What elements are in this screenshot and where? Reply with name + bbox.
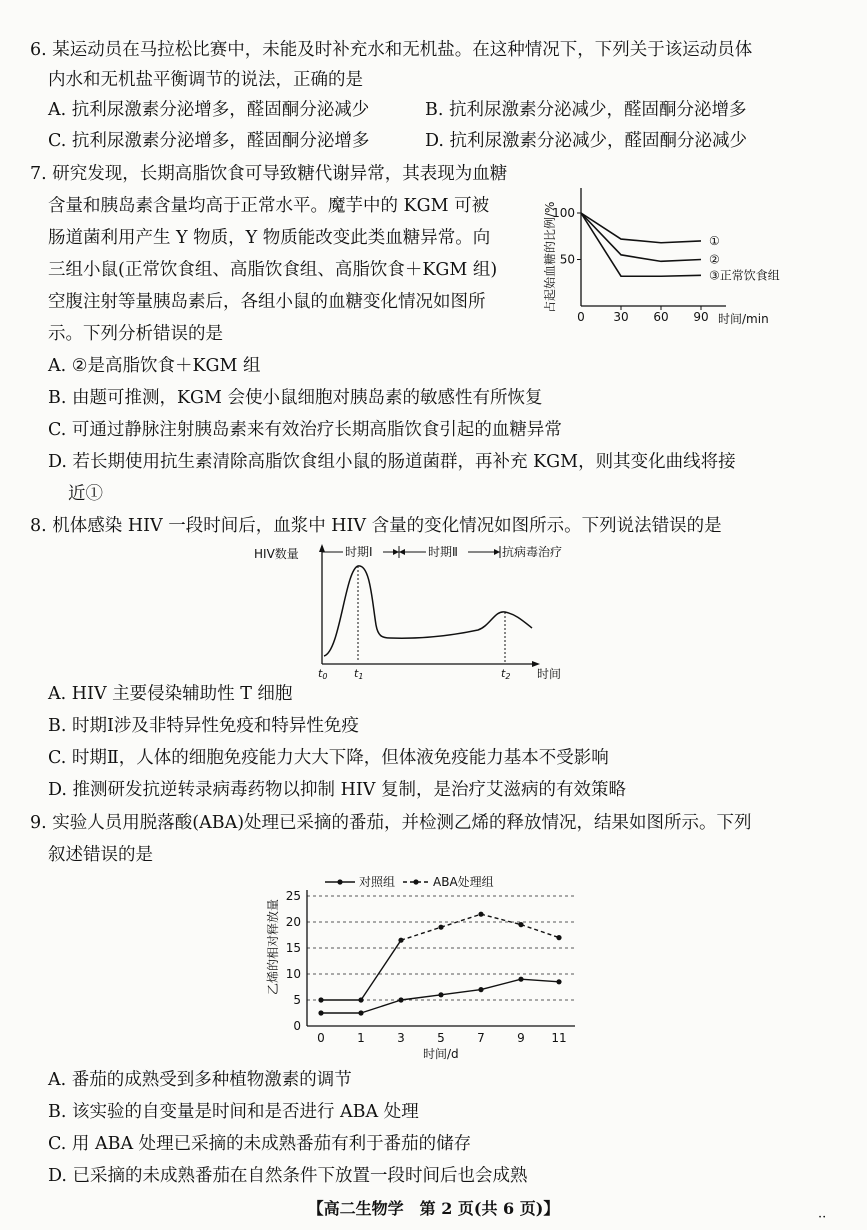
- chart8-period1: 时期Ⅰ: [345, 545, 373, 559]
- chart9-xtick-label: 3: [397, 1031, 405, 1045]
- chart9-legend-marker-1: [337, 879, 342, 884]
- chart9-series-segment-2: [441, 990, 481, 995]
- chart9-point-1: [478, 912, 483, 917]
- chart7-xtick-label: 0: [577, 310, 585, 324]
- chart8-ylabel: HIV数量: [254, 547, 299, 561]
- chart9-legend-label-2: ABA处理组: [433, 875, 494, 889]
- chart-ethylene: [255, 870, 605, 1060]
- chart9-point-1: [318, 997, 323, 1002]
- q9-stem-line2: 叙述错误的是: [48, 845, 153, 865]
- chart8-period2: 时期Ⅱ: [428, 545, 458, 559]
- chart7-series-line-3: [581, 213, 701, 276]
- svg-text:t2: [501, 667, 510, 680]
- chart8-t0-sub: 0: [322, 672, 328, 680]
- q8-option-b: B. 时期Ⅰ涉及非特异性免疫和特异性免疫: [48, 716, 359, 736]
- q9-option-b: B. 该实验的自变量是时间和是否进行 ABA 处理: [48, 1102, 419, 1122]
- chart9-ytick-label: 10: [285, 967, 301, 981]
- chart7-series-label-3: ③正常饮食组: [709, 268, 780, 283]
- chart9-point-2: [518, 977, 523, 982]
- chart8-t2: t: [501, 667, 506, 680]
- q9-option-c: C. 用 ABA 处理已采摘的未成熟番茄有利于番茄的储存: [48, 1134, 472, 1154]
- chart7-xtick-label: 60: [653, 310, 669, 324]
- q8-option-d: D. 推测研发抗逆转录病毒药物以抑制 HIV 复制，是治疗艾滋病的有效策略: [48, 780, 626, 800]
- chart7-series-label-2: ②: [709, 252, 720, 267]
- q8-option-c: C. 时期Ⅱ，人体的细胞免疫能力大大下降，但体液免疫能力基本不受影响: [48, 748, 609, 768]
- chart7-series-label-1: ①: [709, 233, 720, 248]
- chart9-series-segment-1: [361, 940, 401, 1000]
- chart7-ytick-label: 50: [559, 252, 575, 267]
- q7-stem-line4: 三组小鼠(正常饮食组、高脂饮食组、高脂饮食＋KGM 组): [48, 260, 498, 280]
- chart9-xtick-label: 9: [517, 1031, 525, 1045]
- chart7-xlabel: 时间/min: [718, 312, 769, 326]
- chart9-legend-marker-2: [413, 879, 418, 884]
- q7-stem-line6: 示。下列分析错误的是: [48, 324, 223, 344]
- svg-text:t1: [354, 667, 363, 680]
- chart9-ytick-label: 5: [293, 993, 301, 1007]
- q7-option-a: A. ②是高脂饮食＋KGM 组: [48, 356, 261, 376]
- chart8-hiv-curve: [324, 566, 532, 656]
- chart9-point-1: [518, 922, 523, 927]
- chart-hiv: [250, 540, 590, 680]
- chart9-series-segment-1: [521, 925, 559, 938]
- chart9-series-segment-1: [481, 914, 521, 924]
- chart9-point-2: [358, 1010, 363, 1015]
- chart8-xlabel: 时间: [537, 667, 562, 680]
- q9-option-d: D. 已采摘的未成熟番茄在自然条件下放置一段时间后也会成熟: [48, 1166, 528, 1186]
- chart9-point-2: [438, 992, 443, 997]
- chart9-legend-label-1: 对照组: [359, 875, 396, 889]
- q7-stem-line1: 7. 研究发现，长期高脂饮食可导致糖代谢异常，其表现为血糖: [30, 164, 508, 184]
- q7-option-d-line1: D. 若长期使用抗生素清除高脂饮食组小鼠的肠道菌群，再补充 KGM，则其变化曲线将接: [48, 452, 736, 472]
- chart8-t1: t: [354, 667, 359, 680]
- chart9-ytick-label: 0: [293, 1019, 301, 1033]
- q7-option-d-line2: 近①: [68, 484, 103, 504]
- chart7-series-line-2: [581, 213, 701, 261]
- chart8-t1-sub: 1: [358, 672, 364, 680]
- chart9-point-2: [556, 979, 561, 984]
- chart9-xtick-label: 7: [477, 1031, 485, 1045]
- chart9-xtick-label: 11: [551, 1031, 567, 1045]
- chart9-ytick-label: 20: [285, 915, 301, 929]
- chart9-series-segment-2: [401, 995, 441, 1000]
- chart9-point-1: [438, 925, 443, 930]
- chart9-xtick-label: 5: [437, 1031, 445, 1045]
- chart8-period3: 抗病毒治疗: [502, 545, 563, 559]
- chart9-point-2: [478, 987, 483, 992]
- q6-option-b: B. 抗利尿激素分泌减少，醛固酮分泌增多: [425, 100, 747, 120]
- chart9-series-segment-1: [441, 914, 481, 927]
- chart9-ylabel: 乙烯的相对释放量: [266, 898, 280, 995]
- chart9-point-2: [398, 997, 403, 1002]
- chart7-xtick-label: 90: [693, 310, 709, 324]
- chart8-t0: t: [318, 667, 323, 680]
- chart-blood-glucose: [536, 168, 836, 338]
- q8-stem: 8. 机体感染 HIV 一段时间后，血浆中 HIV 含量的变化情况如图所示。下列说法错误的是: [30, 516, 722, 536]
- page-footer: 【高二生物学 第 2 页(共 6 页)】: [307, 1199, 560, 1218]
- chart7-xtick-label: 30: [613, 310, 629, 324]
- corner-mark: ··: [818, 1210, 827, 1225]
- chart9-point-1: [556, 935, 561, 940]
- q6-option-d: D. 抗利尿激素分泌减少，醛固酮分泌减少: [425, 131, 748, 151]
- q7-stem-line2: 含量和胰岛素含量均高于正常水平。魔芋中的 KGM 可被: [48, 196, 490, 216]
- q9-option-a: A. 番茄的成熟受到多种植物激素的调节: [48, 1070, 352, 1090]
- chart9-ytick-label: 25: [285, 889, 301, 903]
- q6-stem-line1: 6. 某运动员在马拉松比赛中，未能及时补充水和无机盐。在这种情况下，下列关于该运动员体: [30, 40, 753, 60]
- chart9-point-1: [398, 938, 403, 943]
- q7-stem-line5: 空腹注射等量胰岛素后，各组小鼠的血糖变化情况如图所: [48, 292, 486, 312]
- chart8-t2-sub: 2: [505, 672, 511, 680]
- chart9-series-segment-2: [481, 979, 521, 989]
- q6-option-c: C. 抗利尿激素分泌增多，醛固酮分泌增多: [48, 131, 370, 151]
- chart7-ytick-label: 100: [552, 206, 575, 220]
- chart9-point-1: [358, 997, 363, 1002]
- chart9-xtick-label: 1: [357, 1031, 365, 1045]
- chart7-ylabel: 占起始血糖的比例/%: [543, 201, 557, 313]
- svg-text:t0: [318, 667, 327, 680]
- chart9-series-segment-2: [521, 979, 559, 982]
- q7-stem-line3: 肠道菌利用产生 Y 物质，Y 物质能改变此类血糖异常。向: [48, 228, 491, 248]
- q7-option-b: B. 由题可推测，KGM 会使小鼠细胞对胰岛素的敏感性有所恢复: [48, 388, 543, 408]
- q6-stem-line2: 内水和无机盐平衡调节的说法，正确的是: [48, 70, 363, 90]
- q9-stem-line1: 9. 实验人员用脱落酸(ABA)处理已采摘的番茄，并检测乙烯的释放情况，结果如图所示。下列: [30, 813, 752, 833]
- q8-option-a: A. HIV 主要侵染辅助性 T 细胞: [48, 684, 293, 704]
- chart7-series-line-1: [581, 213, 701, 243]
- chart9-ytick-label: 15: [285, 941, 301, 955]
- chart9-xtick-label: 0: [317, 1031, 325, 1045]
- chart9-point-2: [318, 1010, 323, 1015]
- chart9-series-segment-1: [401, 927, 441, 940]
- chart9-series-segment-2: [361, 1000, 401, 1013]
- q7-option-c: C. 可通过静脉注射胰岛素来有效治疗长期高脂饮食引起的血糖异常: [48, 420, 562, 440]
- chart9-xlabel: 时间/d: [423, 1047, 459, 1060]
- q6-option-a: A. 抗利尿激素分泌增多，醛固酮分泌减少: [48, 100, 370, 120]
